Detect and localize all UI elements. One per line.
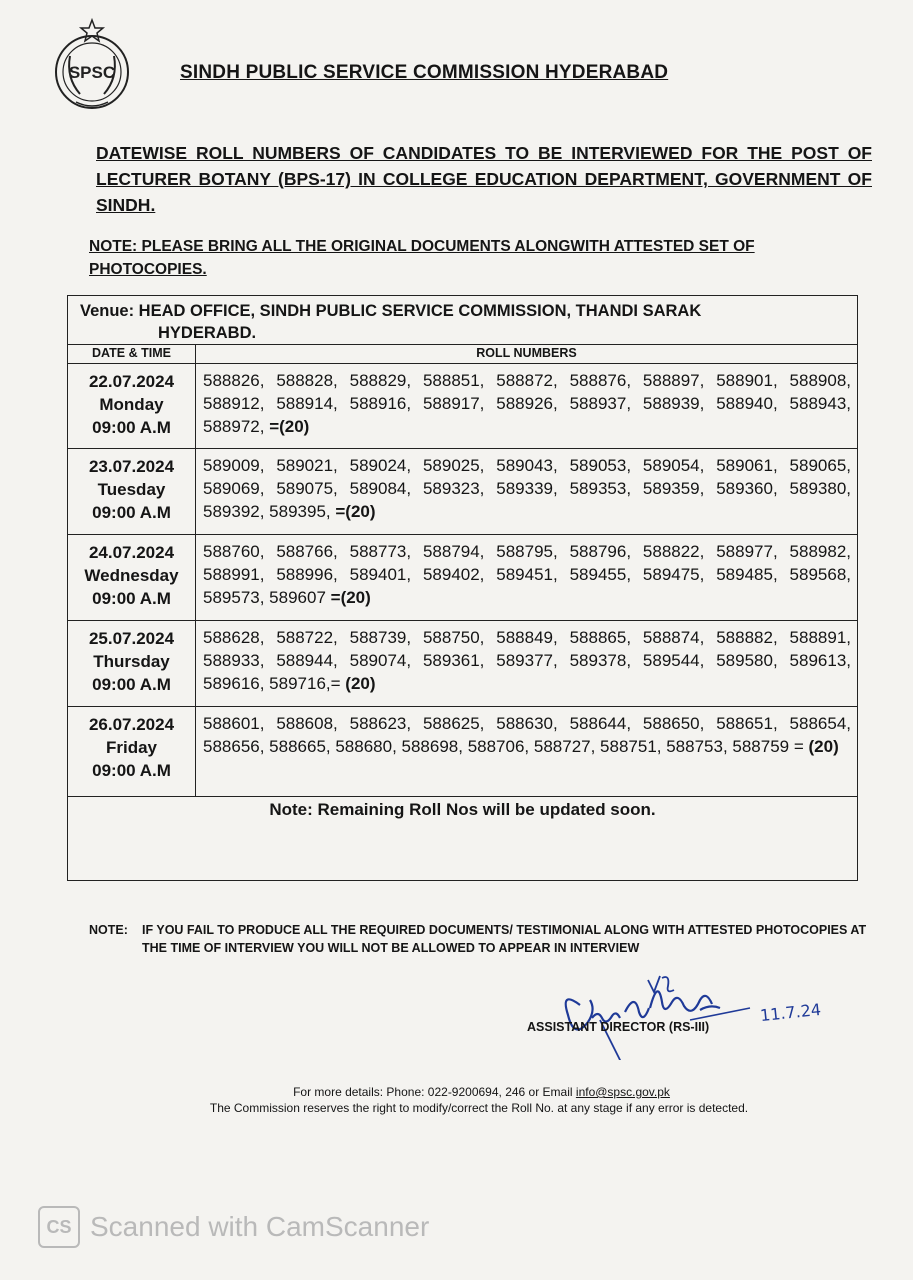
roll-numbers: 589009, 589021, 589024, 589025, 589043, 589053, 589054, 589061, 589065, 589069, 589075, 589084, 589323, 589339, 589353, 589359, 589360, 589380, 589392, 589395,: [203, 456, 851, 521]
venue-cell: [68, 296, 858, 345]
date-time-cell: [68, 535, 196, 621]
documents-note: NOTE: PLEASE BRING ALL THE ORIGINAL DOCUMENTS ALONGWITH ATTESTED SET OF PHOTOCOPIES.: [89, 238, 755, 278]
camscanner-text: Scanned with CamScanner: [90, 1211, 430, 1242]
interview-time: 09:00 A.M: [92, 503, 171, 522]
date-time-cell: [68, 621, 196, 707]
roll-numbers-cell: [196, 535, 858, 621]
interview-schedule-table: [67, 295, 858, 881]
footer-disclaimer: The Commission reserves the right to modify/correct the Roll No. at any stage if any error is detected.: [209, 1101, 749, 1115]
organization-heading: SINDH PUBLIC SERVICE COMMISSION HYDERABAD: [180, 62, 669, 83]
roll-total: =(20): [335, 502, 376, 521]
roll-numbers: 588601, 588608, 588623, 588625, 588630, 588644, 588650, 588651, 588654, 588656, 588665, 588680, 588698, 588706, 588727, 588751, 588753, 588759 =: [203, 714, 851, 756]
table-row: [68, 535, 858, 621]
roll-total: (20): [808, 737, 839, 756]
footer-email-link[interactable]: info@spsc.gov.pk: [575, 1085, 670, 1099]
roll-numbers-cell: [196, 621, 858, 707]
footer-contact-text: For more details: Phone: 022-9200694, 246 or Email: [293, 1085, 576, 1099]
interview-time: 09:00 A.M: [92, 675, 171, 694]
venue-line-1: Venue: HEAD OFFICE, SINDH PUBLIC SERVICE COMMISSION, THANDI SARAK: [80, 302, 702, 320]
interview-time: 09:00 A.M: [92, 589, 171, 608]
interview-time: 09:00 A.M: [92, 418, 171, 437]
signatory-title: ASSISTANT DIRECTOR (RS-III): [527, 1020, 710, 1034]
warning-note-text: IF YOU FAIL TO PRODUCE ALL THE REQUIRED DOCUMENTS/ TESTIMONIAL ALONG WITH ATTESTED PHOTOCOPIES AT THE TIME OF INTERVIEW YOU WILL NOT BE ALLOWED TO APPEAR IN INTERVIEW: [142, 923, 867, 955]
roll-numbers: 588826, 588828, 588829, 588851, 588872, 588876, 588897, 588901, 588908, 588912, 588914, 588916, 588917, 588926, 588937, 588939, 588940, 588943, 588972,: [203, 371, 851, 436]
roll-total: =(20): [330, 588, 371, 607]
interview-date: 24.07.2024: [88, 543, 175, 562]
table-row: [68, 364, 858, 449]
roll-numbers-cell: [196, 707, 858, 797]
roll-total: (20): [345, 674, 376, 693]
date-time-cell: [68, 449, 196, 535]
signature-date: 11.7.24: [759, 999, 822, 1026]
interview-date: 22.07.2024: [88, 372, 175, 391]
interview-date: 25.07.2024: [88, 629, 175, 648]
interview-time: 09:00 A.M: [92, 761, 171, 780]
table-row: [68, 449, 858, 535]
date-time-cell: [68, 364, 196, 449]
table-row: [68, 621, 858, 707]
spsc-seal-icon: [46, 18, 138, 110]
subject-heading: DATEWISE ROLL NUMBERS OF CANDIDATES TO BE INTERVIEWED FOR THE POST OF LECTURER BOTANY (BPS-17) IN COLLEGE EDUCATION DEPARTMENT, GOVERNMENT OF SINDH.: [96, 143, 872, 215]
footer-contact-line: [0, 1084, 913, 1100]
seal-text: SPSC: [68, 63, 116, 82]
venue-row: [68, 296, 858, 345]
warning-note-label: NOTE:: [89, 923, 128, 937]
venue-line-2: HYDERABD.: [158, 324, 257, 342]
interview-day: Friday: [105, 738, 158, 757]
interview-date: 23.07.2024: [88, 457, 175, 476]
remaining-roll-note: Note: Remaining Roll Nos will be updated soon.: [68, 797, 858, 881]
interview-day: Tuesday: [97, 480, 166, 499]
interview-date: 26.07.2024: [88, 715, 175, 734]
roll-numbers-cell: [196, 449, 858, 535]
column-header-rolls: ROLL NUMBERS: [196, 345, 858, 364]
roll-numbers: 588628, 588722, 588739, 588750, 588849, 588865, 588874, 588882, 588891, 588933, 588944, 589074, 589361, 589377, 589378, 589544, 589580, 589613, 589616, 589716,=: [203, 628, 851, 693]
interview-day: Monday: [99, 395, 164, 414]
roll-total: =(20): [269, 417, 310, 436]
column-header-date: DATE & TIME: [68, 345, 196, 364]
camscanner-watermark: [38, 1206, 429, 1248]
header-row: [68, 345, 858, 364]
roll-numbers-cell: [196, 364, 858, 449]
date-time-cell: [68, 707, 196, 797]
roll-numbers: 588760, 588766, 588773, 588794, 588795, 588796, 588822, 588977, 588982, 588991, 588996, 589401, 589402, 589451, 589455, 589475, 589485, 589568, 589573, 589607: [203, 542, 851, 607]
camscanner-icon: CS: [38, 1206, 80, 1248]
table-row: [68, 707, 858, 797]
footer: [0, 1084, 913, 1116]
interview-day: Thursday: [93, 652, 170, 671]
remaining-note-row: [68, 797, 858, 881]
interview-day: Wednesday: [84, 566, 179, 585]
